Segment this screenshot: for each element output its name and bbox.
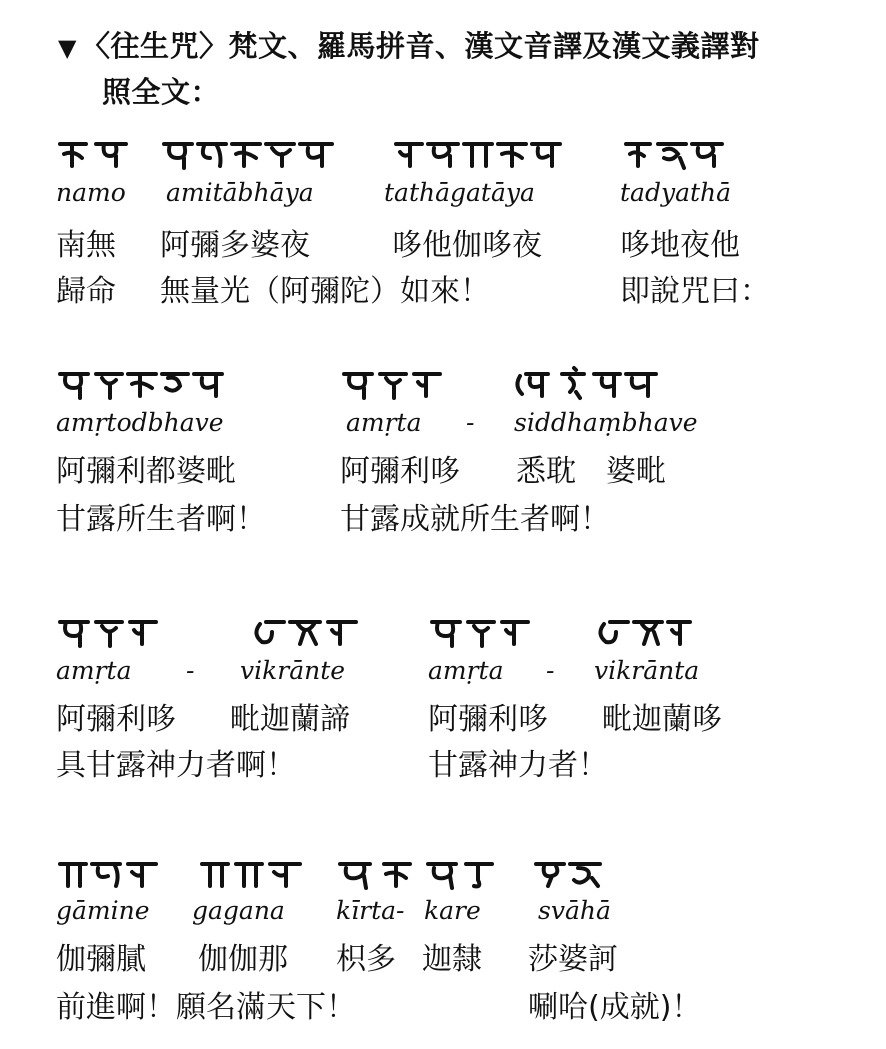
siddham-script-amrta [340, 366, 444, 400]
siddham-script-gagana [198, 856, 304, 890]
roman-gagana: gagana [192, 896, 285, 925]
transliteration-siddhambhave: 悉耽 婆毗 [516, 454, 666, 489]
siddham-script-amrta-2 [428, 614, 532, 648]
siddham-script-amitabhaya [160, 136, 336, 170]
section-heading [58, 24, 870, 114]
roman-amrta-2: amṛta [428, 656, 504, 685]
siddham-script-vikranta [594, 614, 694, 648]
transliteration-gamine: 伽彌膩 [56, 942, 146, 977]
roman-svaha: svāhā [538, 896, 611, 925]
roman-amrta: amṛta [346, 408, 422, 437]
roman-tadyatha: tadyathā [620, 178, 732, 207]
roman-kare: kare [424, 896, 481, 925]
roman-hyphen-1: - [186, 656, 195, 685]
transliteration-amrtodbhave: 阿彌利都婆毗 [56, 454, 236, 489]
transliteration-amitabhaya: 阿彌多婆夜 [160, 228, 310, 263]
meaning-namo: 歸命 [56, 274, 116, 309]
siddham-script-kare [424, 856, 496, 890]
siddham-script-tathagataya [392, 136, 564, 170]
transliteration-vikrante: 毗迦蘭諦 [230, 702, 350, 737]
siddham-script-vikrante [250, 614, 360, 648]
transliteration-amrta: 阿彌利哆 [340, 454, 460, 489]
transliteration-namo: 南無 [56, 228, 116, 263]
siddham-script-amrtodbhave [56, 366, 226, 400]
meaning-tadyatha: 即說咒曰： [620, 274, 770, 309]
roman-amrta-1: amṛta [56, 656, 132, 685]
meaning-svaha: 唰哈(成就)！ [528, 990, 702, 1025]
roman-tathagataya: tathāgatāya [384, 178, 535, 207]
meaning-gamine-kare: 前進啊！願名滿天下！ [56, 990, 356, 1025]
transliteration-amrta-1: 阿彌利哆 [56, 702, 176, 737]
roman-siddhambhave: siddhaṃbhave [514, 408, 698, 437]
siddham-script-kirta [336, 856, 416, 890]
roman-vikranta: vikrānta [594, 656, 700, 685]
roman-kirta: kīrta- [336, 896, 405, 925]
transliteration-vikranta: 毗迦蘭哆 [602, 702, 722, 737]
heading-line-2: 照全文： [102, 75, 221, 109]
siddham-script-siddhambhave [512, 366, 660, 400]
roman-namo: namo [56, 178, 126, 207]
siddham-script-namo [56, 136, 130, 170]
triangle-marker-icon: ▼ [58, 34, 77, 62]
meaning-amrta-siddhambhave: 甘露成就所生者啊！ [340, 502, 610, 537]
transliteration-kirta: 枳多 [336, 942, 396, 977]
meaning-amrtodbhave: 甘露所生者啊！ [56, 502, 266, 537]
meaning-amrta-vikranta: 甘露神力者！ [428, 748, 608, 783]
transliteration-kare: 迦隸 [422, 942, 482, 977]
roman-hyphen-2: - [546, 656, 555, 685]
siddham-script-svaha [532, 856, 604, 890]
transliteration-gagana: 伽伽那 [198, 942, 288, 977]
transliteration-tadyatha: 哆地夜他 [620, 228, 740, 263]
transliteration-svaha: 莎婆訶 [528, 942, 618, 977]
transliteration-tathagataya: 哆他伽哆夜 [392, 228, 542, 263]
heading-line-1: 〈往生咒〉梵文、羅馬拼音、漢文音譯及漢文義譯對 [80, 29, 760, 63]
roman-amrtodbhave: amṛtodbhave [56, 408, 224, 437]
siddham-script-tadyatha [622, 136, 726, 170]
meaning-amitabhaya: 無量光（阿彌陀）如來！ [160, 274, 490, 309]
siddham-script-gamine [56, 856, 160, 890]
roman-hyphen: - [466, 408, 475, 437]
meaning-amrta-vikrante: 具甘露神力者啊！ [56, 748, 296, 783]
roman-vikrante: vikrānte [240, 656, 346, 685]
roman-gamine: gāmine [56, 896, 150, 925]
roman-amitabhaya: amitābhāya [166, 178, 314, 207]
siddham-script-amrta-1 [56, 614, 160, 648]
transliteration-amrta-2: 阿彌利哆 [428, 702, 548, 737]
